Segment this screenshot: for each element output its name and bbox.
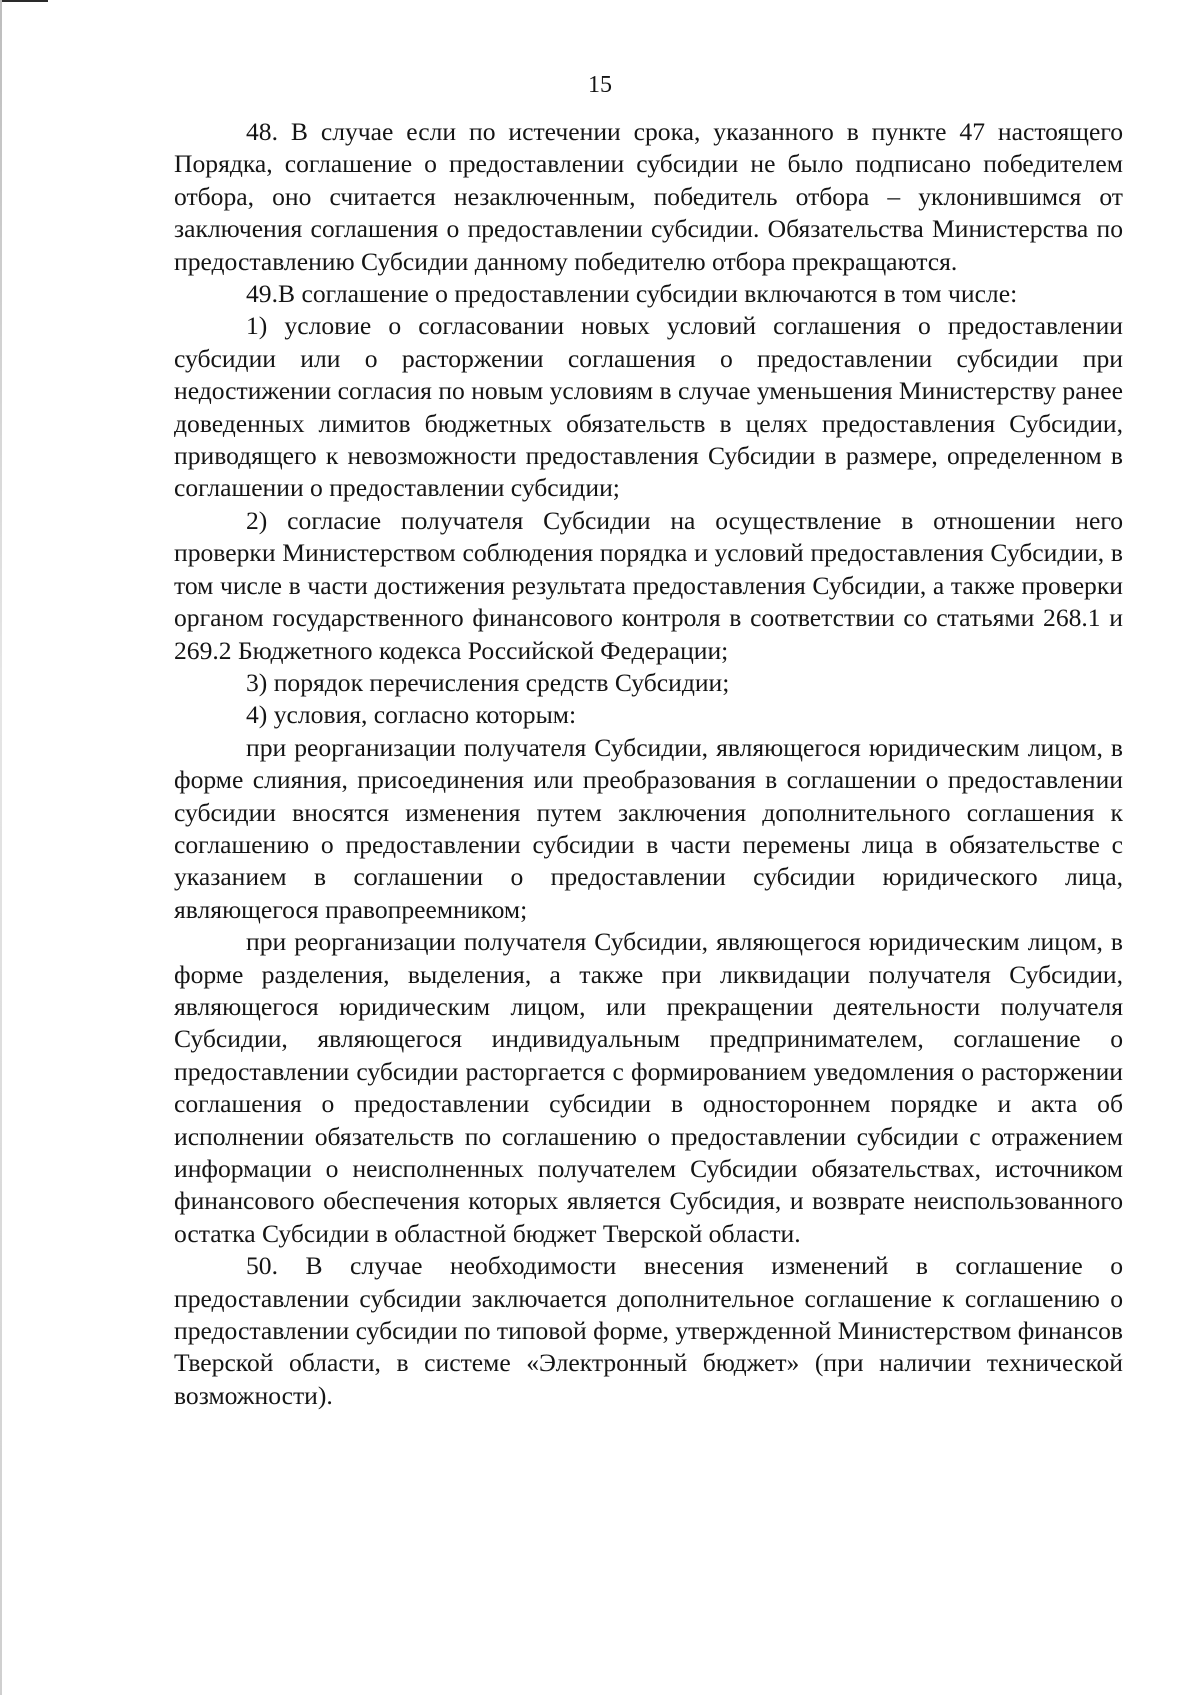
scan-edge-top	[0, 0, 48, 2]
scan-edge-left	[0, 0, 2, 1695]
paragraph-49-item-2: 2) согласие получателя Субсидии на осуществление в отношении него проверки Министерством соблюдения порядка и условий предоставления Субсидии, в том числе в части достижения результата предоставления Субсидии, а также проверки органом государственного финансового контроля в соответствии со статьями 268.1 и 269.2 Бюджетного кодекса Российской Федерации;	[174, 505, 1123, 665]
paragraph-48: 48. В случае если по истечении срока, указанного в пункте 47 настоящего Порядка, соглашение о предоставлении субсидии не было подписано победителем отбора, оно считается незаключенным, победитель отбора – уклонившимся от заключения соглашения о предоставлении субсидии. Обязательства Министерства по предоставлению Субсидии данному победителю отбора прекращаются.	[174, 117, 1123, 276]
paragraph-49-item-4-merger: при реорганизации получателя Субсидии, являющегося юридическим лицом, в форме слияния, присоединения или преобразования в соглашении о предоставлении субсидии вносятся изменения путем заключения дополнительного соглашения к соглашению о предоставлении субсидии в части перемены лица в обязательстве с указанием в соглашении о предоставлении субсидии юридического лица, являющегося правопреемником;	[174, 732, 1123, 924]
paragraph-50: 50. В случае необходимости внесения изменений в соглашение о предоставлении субсидии заключается дополнительное соглашение к соглашению о предоставлении субсидии по типовой форме, утвержденной Министерством финансов Тверской области, в системе «Электронный бюджет» (при наличии технической возможности).	[174, 1251, 1123, 1410]
page-number: 15	[588, 72, 612, 98]
paragraph-49-item-4: 4) условия, согласно которым:	[246, 700, 577, 730]
paragraph-49-item-1: 1) условие о согласовании новых условий соглашения о предоставлении субсидии или о расторжении соглашения о предоставлении субсидии при недостижении согласия по новым условиям в случае уменьшения Министерству ранее доведенных лимитов бюджетных обязательств в целях предоставления Субсидии, приводящего к невозможности предоставления Субсидии в размере, определенном в соглашении о предоставлении субсидии;	[174, 311, 1123, 503]
document-body	[174, 116, 1123, 1412]
paragraph-49-item-4-division: при реорганизации получателя Субсидии, являющегося юридическим лицом, в форме разделения, выделения, а также при ликвидации получателя Субсидии, являющегося юридическим лицом, или прекращении деятельности получателя Субсидии, являющегося индивидуальным предпринимателем, соглашение о предоставлении субсидии расторгается с формированием уведомления о расторжении соглашения о предоставлении субсидии в одностороннем порядке и акта об исполнении обязательств по соглашению о предоставлении субсидии с отражением информации о неисполненных получателем Субсидии обязательствах, источником финансового обеспечения которых является Субсидия, и возврате неиспользованного остатка Субсидии в областной бюджет Тверской области.	[174, 927, 1123, 1248]
paragraph-49: 49.В соглашение о предоставлении субсидии включаются в том числе:	[246, 279, 1018, 309]
paragraph-49-item-3: 3) порядок перечисления средств Субсидии;	[246, 667, 730, 697]
